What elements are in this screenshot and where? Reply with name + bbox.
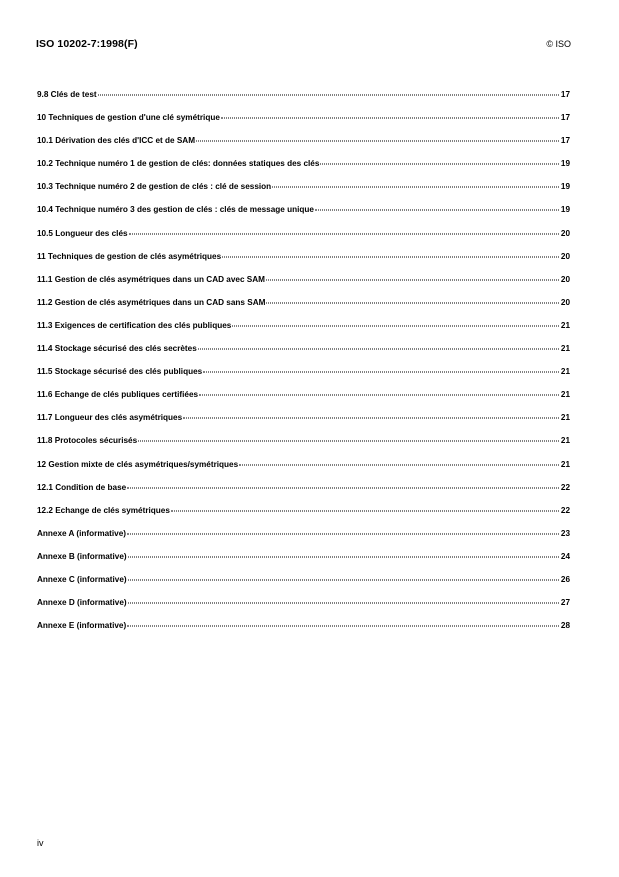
toc-entry-title: 11.6 Echange de clés publiques certifiées <box>37 390 199 400</box>
toc-entry-page: 21 <box>560 367 570 377</box>
toc-entry-title: Annexe E (informative) <box>37 621 127 631</box>
toc-entry-title: 11.3 Exigences de certification des clés publiques <box>37 320 232 330</box>
toc-leader-dots <box>129 232 559 234</box>
toc-entry-page: 21 <box>560 390 570 400</box>
toc-entry-page: 22 <box>560 482 570 492</box>
toc-leader-dots <box>127 486 559 488</box>
toc-entry[interactable] <box>37 483 570 506</box>
toc-entry[interactable] <box>37 575 570 598</box>
toc-leader-dots <box>232 324 559 326</box>
table-of-contents <box>37 90 570 644</box>
toc-entry-title: 11 Techniques de gestion de clés asymétriques <box>37 251 222 261</box>
toc-entry[interactable] <box>37 275 570 298</box>
toc-entry[interactable] <box>37 298 570 321</box>
toc-entry[interactable] <box>37 321 570 344</box>
toc-entry[interactable] <box>37 182 570 205</box>
toc-entry[interactable] <box>37 460 570 483</box>
toc-entry-page: 20 <box>560 274 570 284</box>
toc-entry-title: 12.1 Condition de base <box>37 482 127 492</box>
toc-entry[interactable] <box>37 159 570 182</box>
toc-entry-page: 19 <box>560 159 570 169</box>
toc-entry-page: 22 <box>560 505 570 515</box>
toc-leader-dots <box>315 209 559 211</box>
toc-entry-page: 17 <box>560 113 570 123</box>
toc-leader-dots <box>198 348 559 350</box>
toc-leader-dots <box>199 394 559 396</box>
toc-leader-dots <box>138 440 559 442</box>
toc-leader-dots <box>266 278 559 280</box>
toc-entry-title: 11.5 Stockage sécurisé des clés publiques <box>37 367 203 377</box>
toc-leader-dots <box>239 463 559 465</box>
toc-entry-page: 20 <box>560 297 570 307</box>
toc-leader-dots <box>222 255 559 257</box>
toc-entry[interactable] <box>37 552 570 575</box>
toc-leader-dots <box>98 94 559 96</box>
toc-entry[interactable] <box>37 506 570 529</box>
toc-leader-dots <box>320 163 559 165</box>
toc-leader-dots <box>171 509 559 511</box>
toc-entry-page: 21 <box>560 413 570 423</box>
toc-leader-dots <box>127 532 559 534</box>
toc-leader-dots <box>203 371 559 373</box>
toc-entry[interactable] <box>37 344 570 367</box>
toc-leader-dots <box>221 117 559 119</box>
toc-entry[interactable] <box>37 205 570 228</box>
page-number: iv <box>37 838 44 848</box>
toc-entry[interactable] <box>37 113 570 136</box>
toc-entry-page: 20 <box>560 251 570 261</box>
toc-entry-page: 17 <box>560 136 570 146</box>
toc-entry-page: 19 <box>560 182 570 192</box>
document-id: ISO 10202-7:1998(F) <box>36 38 138 50</box>
toc-entry-title: Annexe D (informative) <box>37 598 127 608</box>
toc-entry[interactable] <box>37 229 570 252</box>
toc-leader-dots <box>183 417 559 419</box>
toc-entry-title: 12 Gestion mixte de clés asymétriques/symétriques <box>37 459 239 469</box>
copyright-notice: © ISO <box>546 39 571 49</box>
toc-leader-dots <box>128 578 559 580</box>
toc-leader-dots <box>272 186 559 188</box>
toc-entry[interactable] <box>37 136 570 159</box>
toc-entry-title: 11.4 Stockage sécurisé des clés secrètes <box>37 344 197 354</box>
toc-leader-dots <box>128 602 559 604</box>
toc-entry[interactable] <box>37 621 570 644</box>
toc-entry[interactable] <box>37 598 570 621</box>
toc-entry-page: 27 <box>560 598 570 608</box>
toc-entry-title: Annexe B (informative) <box>37 551 127 561</box>
toc-entry-page: 19 <box>560 205 570 215</box>
toc-entry-page: 24 <box>560 551 570 561</box>
toc-entry[interactable] <box>37 413 570 436</box>
toc-entry-title: 11.8 Protocoles sécurisés <box>37 436 138 446</box>
toc-entry[interactable] <box>37 436 570 459</box>
toc-entry-title: 11.7 Longueur des clés asymétriques <box>37 413 183 423</box>
toc-entry-page: 23 <box>560 528 570 538</box>
toc-entry-title: 10.2 Technique numéro 1 de gestion de clés: données statiques des clés <box>37 159 320 169</box>
toc-entry-title: 10 Techniques de gestion d'une clé symétrique <box>37 113 220 123</box>
toc-entry-title: 10.4 Technique numéro 3 des gestion de clés : clés de message unique <box>37 205 314 215</box>
toc-leader-dots <box>127 625 559 627</box>
toc-entry-title: Annexe A (informative) <box>37 528 127 538</box>
toc-entry-title: 10.5 Longueur des clés <box>37 228 128 238</box>
toc-entry-page: 21 <box>560 344 570 354</box>
toc-entry-title: 9.8 Clés de test <box>37 90 97 99</box>
toc-leader-dots <box>128 555 559 557</box>
toc-entry[interactable] <box>37 367 570 390</box>
toc-entry-page: 20 <box>560 228 570 238</box>
toc-entry-page: 21 <box>560 459 570 469</box>
toc-entry-title: 11.2 Gestion de clés asymétriques dans un CAD sans SAM <box>37 297 266 307</box>
toc-entry[interactable] <box>37 252 570 275</box>
toc-entry-page: 17 <box>560 90 570 99</box>
toc-leader-dots <box>266 301 559 303</box>
toc-leader-dots <box>196 140 559 142</box>
toc-entry-title: 11.1 Gestion de clés asymétriques dans un CAD avec SAM <box>37 274 265 284</box>
toc-entry[interactable] <box>37 390 570 413</box>
toc-entry-page: 26 <box>560 574 570 584</box>
toc-entry-title: Annexe C (informative) <box>37 574 127 584</box>
toc-entry-title: 10.1 Dérivation des clés d'ICC et de SAM <box>37 136 196 146</box>
toc-entry-page: 21 <box>560 320 570 330</box>
toc-entry[interactable] <box>37 529 570 552</box>
toc-entry-page: 28 <box>560 621 570 631</box>
toc-entry-title: 10.3 Technique numéro 2 de gestion de clés : clé de session <box>37 182 272 192</box>
toc-entry-page: 21 <box>560 436 570 446</box>
toc-entry[interactable] <box>37 90 570 113</box>
toc-entry-title: 12.2 Echange de clés symétriques <box>37 505 170 515</box>
